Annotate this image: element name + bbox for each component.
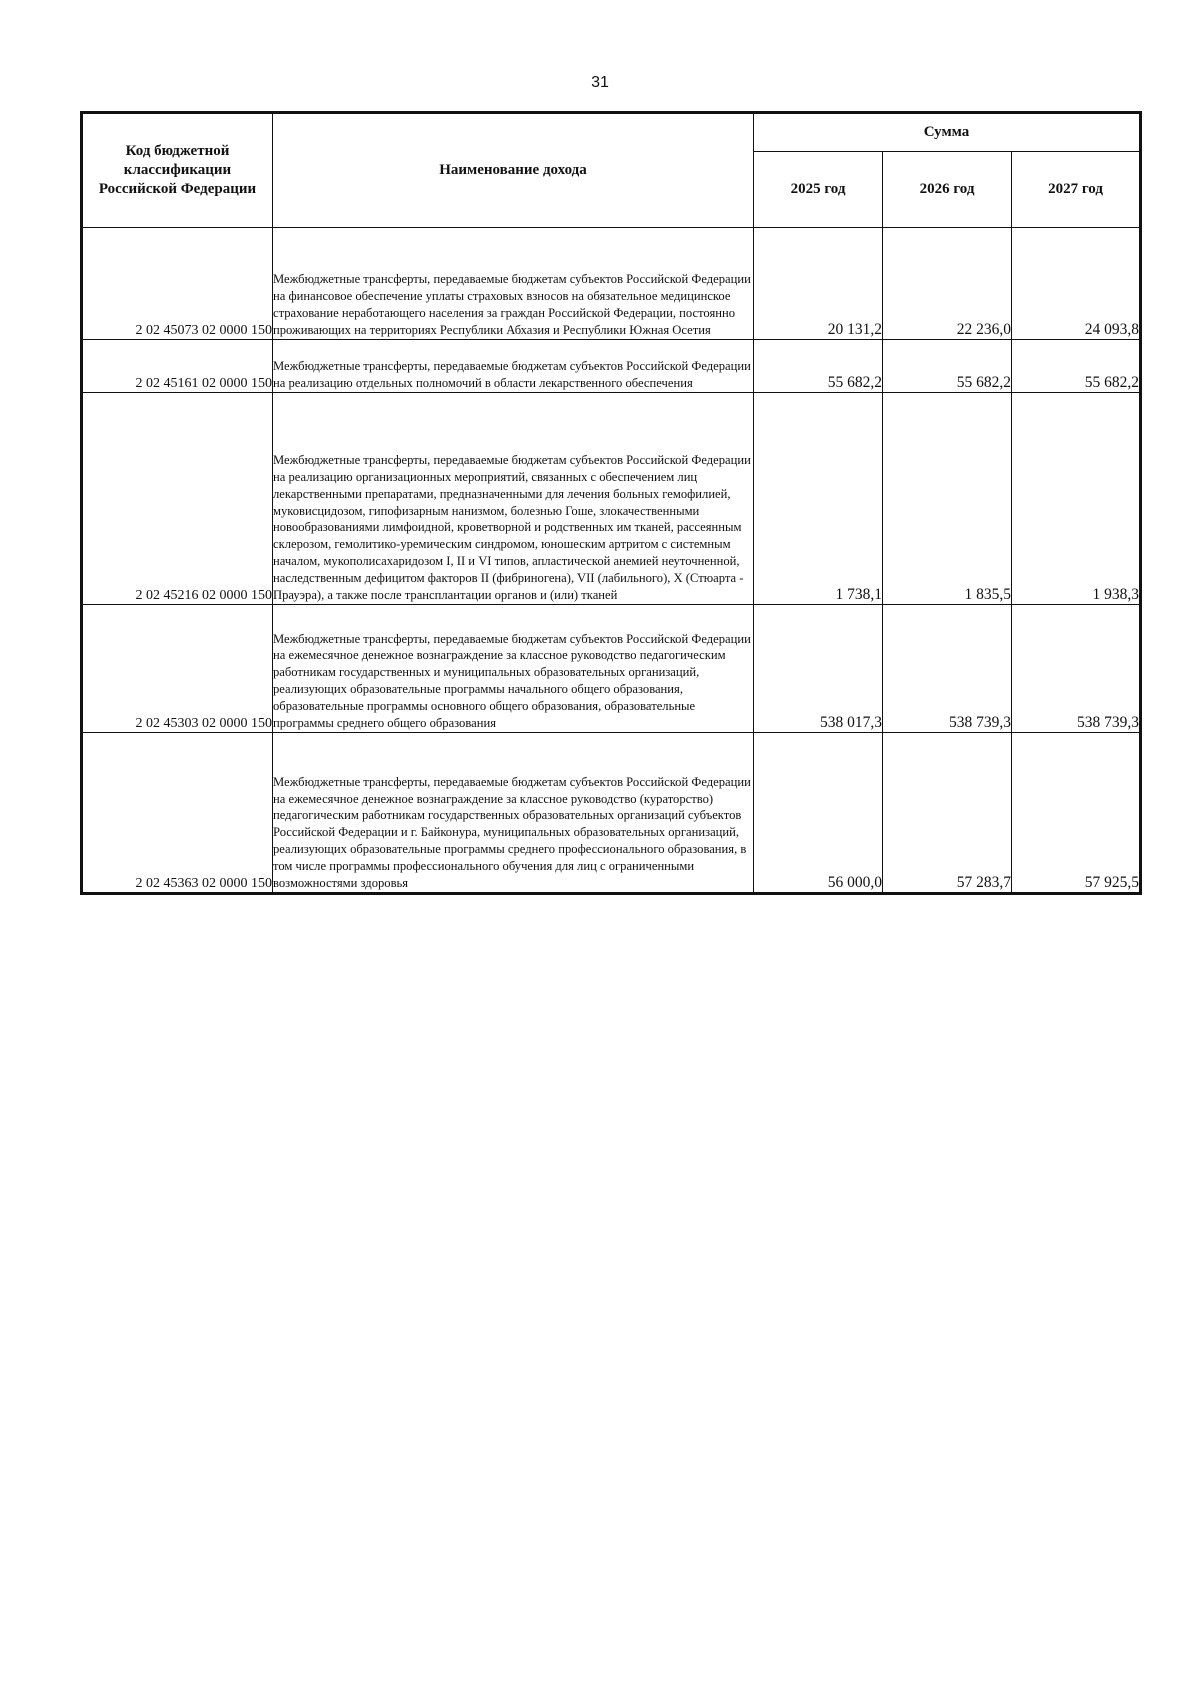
row-income-name: Межбюджетные трансферты, передаваемые бюджетам субъектов Российской Федерации на реализацию организационных мероприятий, связанных с обеспечением лиц лекарственными препаратами, предназначенными для лечения больных гемофилией, муковисцидозом, гипофизарным нанизмом, болезнью Гоше, злокачественными новообразованиями лимфоидной, кроветворной и родственных им тканей, рассеянным склерозом, гемолитико-уремическим синдромом, юношеским артритом с системным началом, мукополисахаридозом I, II и VI типов, апластической анемией неуточненной, наследственным дефицитом факторов II (фибриногена), VII (лабильного), X (Стюарта - Прауэра), а также после трансплантации органов и (или) тканей xyxy=(273,393,754,605)
row-amount-2027: 57 925,5 xyxy=(1012,733,1141,894)
row-income-name: Межбюджетные трансферты, передаваемые бюджетам субъектов Российской Федерации на ежемесячное денежное вознаграждение за классное руководство (кураторство) педагогическим работникам государственных образовательных организаций субъектов Российской Федерации и г. Байконура, муниципальных образовательных организаций, реализующих образовательные программы среднего профессионального образования, в том числе программы профессионального обучения для лиц с ограниченными возможностями здоровья xyxy=(273,733,754,894)
column-header-year-2025: 2025 год xyxy=(754,152,883,228)
column-header-code: Код бюджетной классификации Российской Федерации xyxy=(82,113,273,228)
row-code: 2 02 45073 02 0000 150 xyxy=(82,228,273,340)
column-header-sum: Сумма xyxy=(754,113,1141,152)
column-header-name: Наименование дохода xyxy=(273,113,754,228)
row-code: 2 02 45161 02 0000 150 xyxy=(82,340,273,393)
row-amount-2025: 538 017,3 xyxy=(754,605,883,733)
column-header-year-2026: 2026 год xyxy=(883,152,1012,228)
table-row xyxy=(82,733,1141,894)
row-income-name: Межбюджетные трансферты, передаваемые бюджетам субъектов Российской Федерации на реализацию отдельных полномочий в области лекарственного обеспечения xyxy=(273,340,754,393)
table-row xyxy=(82,605,1141,733)
row-amount-2026: 55 682,2 xyxy=(883,340,1012,393)
row-code: 2 02 45216 02 0000 150 xyxy=(82,393,273,605)
row-income-name: Межбюджетные трансферты, передаваемые бюджетам субъектов Российской Федерации на ежемесячное денежное вознаграждение за классное руководство педагогическим работникам государственных и муниципальных образовательных организаций, реализующих образовательные программы начального общего образования, образовательные программы основного общего образования, образовательные программы среднего общего образования xyxy=(273,605,754,733)
row-code: 2 02 45363 02 0000 150 xyxy=(82,733,273,894)
row-amount-2027: 55 682,2 xyxy=(1012,340,1141,393)
row-amount-2026: 1 835,5 xyxy=(883,393,1012,605)
row-amount-2025: 56 000,0 xyxy=(754,733,883,894)
table-row xyxy=(82,228,1141,340)
table-row xyxy=(82,340,1141,393)
page-number: 31 xyxy=(591,74,609,91)
row-amount-2027: 538 739,3 xyxy=(1012,605,1141,733)
row-code: 2 02 45303 02 0000 150 xyxy=(82,605,273,733)
row-amount-2025: 1 738,1 xyxy=(754,393,883,605)
row-amount-2025: 20 131,2 xyxy=(754,228,883,340)
row-income-name: Межбюджетные трансферты, передаваемые бюджетам субъектов Российской Федерации на финансовое обеспечение уплаты страховых взносов на обязательное медицинское страхование неработающего населения за граждан Российской Федерации, постоянно проживающих на территориях Республики Абхазия и Республики Южная Осетия xyxy=(273,228,754,340)
row-amount-2027: 1 938,3 xyxy=(1012,393,1141,605)
budget-revenue-table xyxy=(80,111,1142,895)
row-amount-2027: 24 093,8 xyxy=(1012,228,1141,340)
column-header-year-2027: 2027 год xyxy=(1012,152,1141,228)
row-amount-2025: 55 682,2 xyxy=(754,340,883,393)
table-row xyxy=(82,393,1141,605)
row-amount-2026: 538 739,3 xyxy=(883,605,1012,733)
row-amount-2026: 22 236,0 xyxy=(883,228,1012,340)
row-amount-2026: 57 283,7 xyxy=(883,733,1012,894)
table-header xyxy=(82,113,1141,228)
